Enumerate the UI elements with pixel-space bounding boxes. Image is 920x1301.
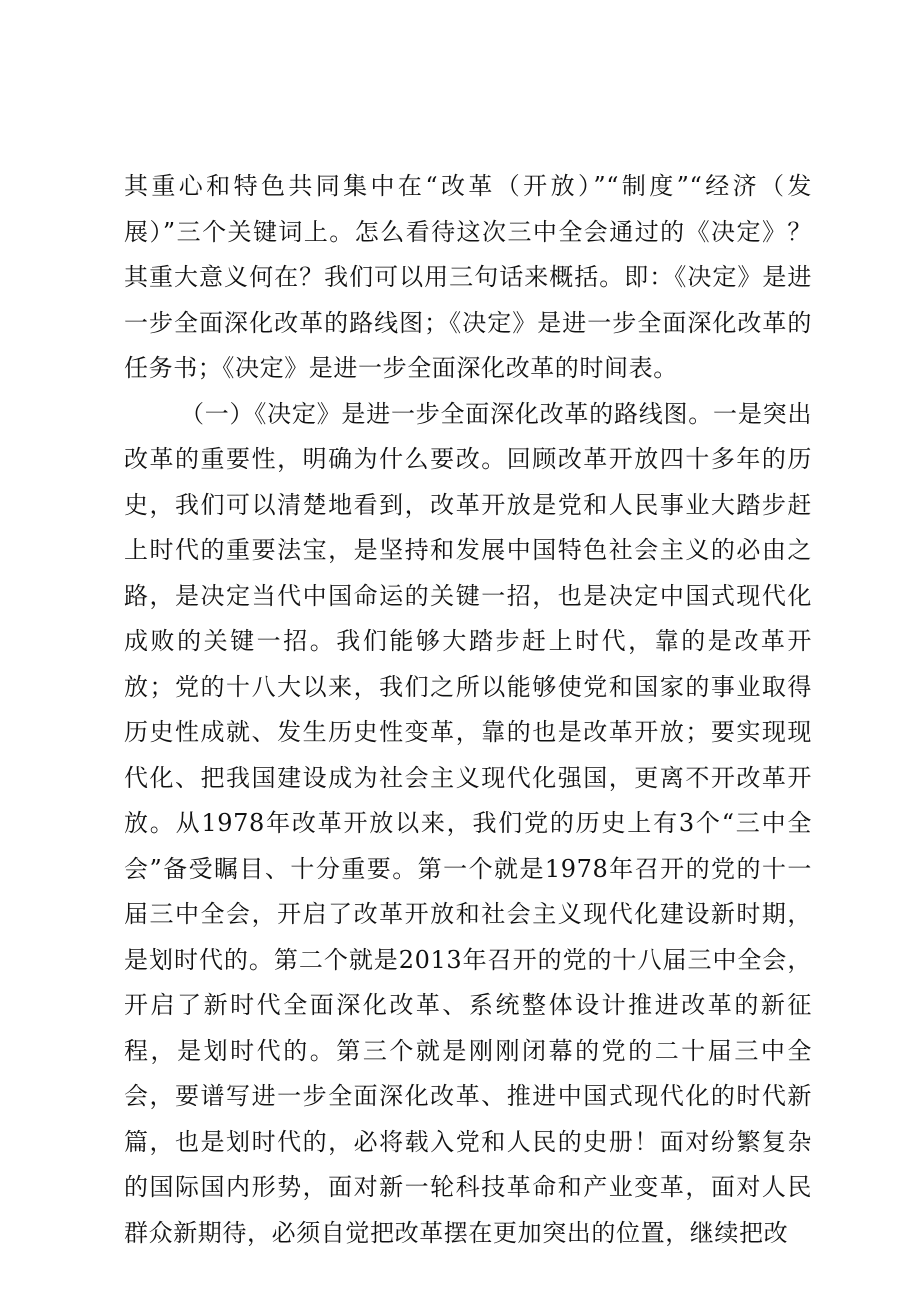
- paragraph-roadmap: （一）《决定》是进一步全面深化改革的路线图。一是突出改革的重要性，明确为什么要改。回顾改革开放四十多年的历史，我们可以清楚地看到，改革开放是党和人民事业大踏步赶上时代的重要法宝，是坚持和发展中国特色社会主义的必由之路，是决定当代中国命运的关键一招，也是决定中国式现代化成败的关键一招。我们能够大踏步赶上时代，靠的是改革开放；党的十八大以来，我们之所以能够使党和国家的事业取得历史性成就、发生历史性变革，靠的也是改革开放；要实现现代化、把我国建设成为社会主义现代化强国，更离不开改革开放。从1978年改革开放以来，我们党的历史上有3个“三中全会”备受瞩目、十分重要。第一个就是1978年召开的党的十一届三中全会，开启了改革开放和社会主义现代化建设新时期，是划时代的。第二个就是2013年召开的党的十八届三中全会，开启了新时代全面深化改革、系统整体设计推进改革的新征程，是划时代的。第三个就是刚刚闭幕的党的二十届三中全会，要谱写进一步全面深化改革、推进中国式现代化的时代新篇，也是划时代的，必将载入党和人民的史册！面对纷繁复杂的国际国内形势，面对新一轮科技革命和产业变革，面对人民群众新期待，必须自觉把改革摆在更加突出的位置，继续把改: [124, 399, 812, 1247]
- body-text: [124, 164, 812, 1256]
- paragraph-intro: 其重心和特色共同集中在“改革（开放）”“制度”“经济（发展）”三个关键词上。怎么看待这次三中全会通过的《决定》？其重大意义何在？我们可以用三句话来概括。即：《决定》是进一步全面深化改革的路线图；《决定》是进一步全面深化改革的任务书；《决定》是进一步全面深化改革的时间表。: [124, 172, 812, 382]
